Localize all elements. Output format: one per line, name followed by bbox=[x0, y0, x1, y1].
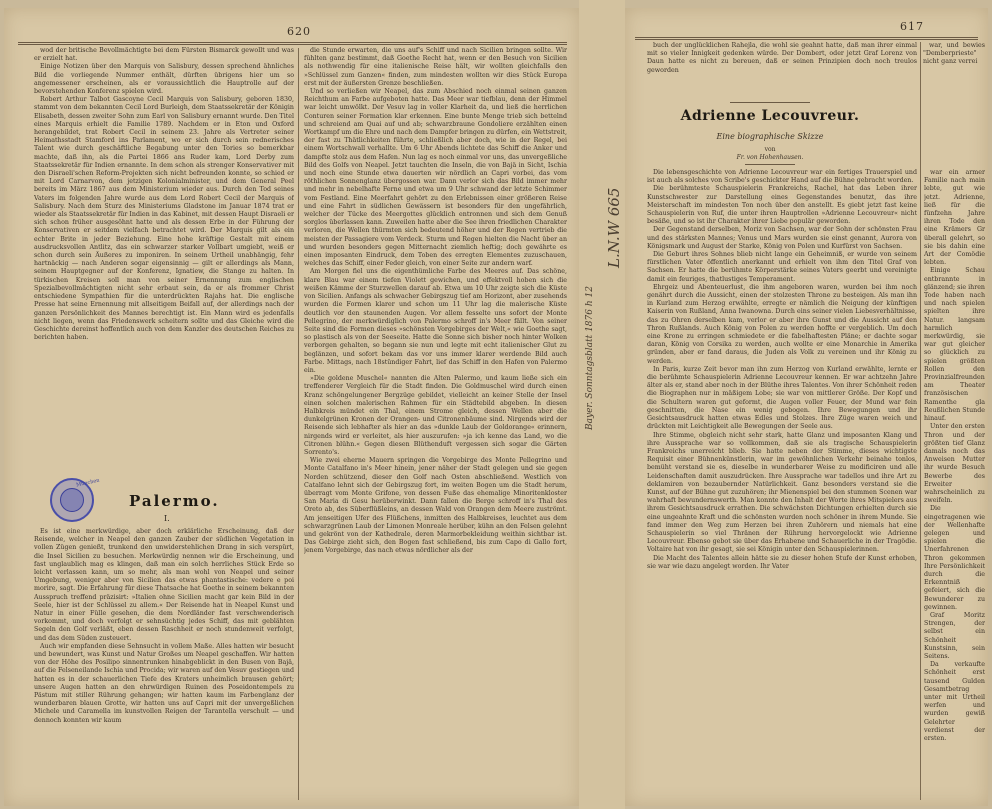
author-separator bbox=[745, 164, 795, 165]
section-number: I. bbox=[164, 514, 170, 523]
left-page bbox=[4, 8, 579, 806]
header-rule-left-2 bbox=[18, 44, 567, 45]
paragraph: Die Geburt ihres Sohnes blieb nicht lange ein Geheimniß, er wurde von seinem fürstlichen Vater öffentlich anerkannt und erhielt von ihm den Titel Graf von Sachsen. Er hatte die berühmte Körperstärke seines Vaters geerbt und vereinigte damit ein feuriges, thatlustiges Temperament. bbox=[647, 251, 917, 283]
page-number-right: 617 bbox=[900, 20, 924, 33]
header-rule-right-2 bbox=[635, 39, 978, 40]
right-column-divider bbox=[920, 42, 921, 800]
handwritten-catalog-number: L.N.W 665 bbox=[605, 187, 623, 268]
section-heading: Palermo. bbox=[129, 492, 220, 510]
binding-gutter bbox=[579, 0, 625, 809]
paragraph: Und so verließen wir Neapel, das zum Abschied noch einmal seinen ganzen Reichthum an Farbe aufgeboten hatte. Das Meer war tiefblau, denn der Himmel war leicht umwölkt. Der Vesuv lag in voller Klarheit da, und ließ die herrlichen Conturen seiner Formation klar erkennen. Eine bunte Menge trieb sich bettelnd und schreiend am Quai auf und ab; schwarzbraune Gondoliere erzählten einen Wortkampf um die Ehre und nach dem Dampfer bringen zu dürfen, ein Wettstreit, der fast zu Thätlichkeiten führte, schließlich aber doch, wie in der Regel, bei einem Wortschwall verhallte. Um 6 Uhr Abends lichtete das Schiff die Anker und dampfte stolz aus dem Hafen. Nun lag es noch einmal vor uns, das unvergeßliche Bild des Golfs von Neapel. Jetzt tauchten die Inseln, die von Bajä in Sicht, Ischia und noch eine Stunde etwa dauerten wir nördlich an Capri vorbei, das vom röthlichen Sonnenglanz übergossen war. Dann verlor sich das Bild immer mehr und mehr in nebelhafte Ferne und etwa um 9 Uhr schwand der letzte Schimmer vom Festland. Eine Meerfahrt gehört zu den Erlebnissen einer größeren Reise und eine Fahrt in südlichen Gewässern ist besonders für den ungefährlich, welcher der Tücke des Meergottes glücklich entronnen und sich dem Genuß sorglos überlassen kann. Zuweilen hatte aber die See ihren friedlichen Charakter verloren, die Wellen thürmten sich bedeutend höher und der Regen vertrieb die meisten der Passagiere vom Verdeck. Sturm und Regen hielten die Nacht über an und wurden besonders gegen Mitternacht ziemlich heftig; doch gewährte es einen imposanten Eindruck, dem Toben des erregten Elementes zuzuschauen, welches das Schiff, einer Feder gleich, von einer Seite zur andern warf. bbox=[304, 88, 567, 268]
header-rule-right bbox=[635, 37, 978, 38]
right-page bbox=[625, 8, 988, 806]
paragraph: wod der britische Bevollmächtigte bei dem Fürsten Bismarck gewollt und was er erzielt hat. bbox=[34, 47, 294, 63]
paragraph: war ein armer Familie nach main lebte, gut wie jetzt. Adrienne, ließ für die fünfzehn Jahre ihren Tode den eine Krämers Gr überall gelehrt, so sie bis dahin eine Art der Comödie lebten. bbox=[924, 169, 985, 267]
paragraph: die Stunde erwarten, die uns auf's Schiff und nach Sicilien bringen sollte. Wir fühlten ganz bestimmt, daß Goethe Recht hat, wenn er den Besuch von Sicilien als nothwendig für eine italienische Reise hält, wir wollten gleichfalls den »Schlüssel zum Ganzen« finden, zum mindesten wollten wir dies Stück Europa erst mit der äußersten Grenze beschließen. bbox=[304, 47, 567, 87]
article-title: Adrienne Lecouvreur. bbox=[680, 108, 860, 124]
column-divider bbox=[298, 48, 299, 800]
right-column-1 bbox=[647, 169, 917, 800]
paragraph: Da verkaufte Schönheit erst tausend Gulden Gesamtbetrag unter mit Urtheil werfen und wurden gewiß Gelehrter verdienst der ersten. bbox=[924, 661, 985, 743]
handwritten-source-note: Bayer. Sonntagsblatt 1876 h 12 bbox=[585, 286, 595, 430]
page-number-left: 620 bbox=[287, 25, 311, 38]
paragraph: Unter den ersten Thron und der größten tief Glanz damals noch das Anweisen Mutter ihr wurde Besuch Bewerbe des Erweiter wahrscheinlich zu zweifeln. bbox=[924, 423, 985, 505]
author-name: Fr. von Hohenhausen. bbox=[736, 154, 804, 161]
paragraph: Robert Arthur Talbot Gascoyne Cecil Marquis von Salisbury, geboren 1830, stammt von dem bekannten Cecil Lord Burleigh, dem Staatssekretär der Königin Elisabeth, dessen zweiter Sohn zum Earl von Salisbury ernannt wurde. Den Titel eines Marquis erhielt die Familie 1789. Nachdem er in Eton und Oxford herangebildet, trat Robert Cecil in seinem 23. Jahre als Vertreter seiner Heimathsstadt Stamford ins Parlament, wo er sich durch sein rednerisches Talent wie durch geschäftliche Begabung unter den Tories so bemerkbar machte, daß ihn, als die Partei 1866 ans Ruder kam, Lord Derby zum Staatssekretär für Indien ernannte. In dem schon als strenger Konservativer mit den Disraeli'schen Reform-Projekten sich nicht befreunden konnte, so schied er mit Lord Carnarvon, dem jetzigen Kolonialminister, und dem General Peel bereits im März 1867 aus dem Ministerium wieder aus. Durch den Tod seines Vaters im folgenden Jahre wurde aus dem Lord Robert Cecil der Marquis of Salisbury. Nach dem Sturz des Ministeriums Gladstone im Januar 1874 trat er wieder als Staatssekretär für Indien in das Kabinet, mit dessen Haupt Disraeli er sich schon früher ausgesöhnt hatte und als dessen Erbe in der Führung der Konservativen er seitdem vielfach betrachtet wird. Der Marquis gilt als ein echter Brite in jeder Beziehung. Eine hohe kräftige Gestalt mit einem ausdrucksvollen Antlitz, das ein schwarzer starker Vollbart umgiebt, weiß er schon durch sein Äußeres zu imponiren. In seinem Urtheil unabhängig, fehr hartnäckig — nach Anderen sogar eigensinnig — gilt er allerdings als Mann, seinem Hauptgegner auf der Konferenz, Ignatiew, die Stange zu halten. In türkischen Kreisen soll man von seiner Ernennung zum englischen Spezialbevollmächtigten nicht sehr erbaut sein, da er als frommer Christ entschiedene Sympathien für die unterdrückten Rajahs hat. Die englische Presse hat seine Ernennung mit allseitigem Beifall auf, der allerdings nach der ganzen Persönlichkeit des Mannes berechtigt ist. Ein Mann wird es jedenfalls nicht liegen, wenn das Friedenswerk scheitern sollte und das Gleiche wird die Geschichte dereinst hoffentlich auch von dem Kanzler des deutschen Reiches zu berichten haben. bbox=[34, 96, 294, 342]
paragraph: Einige Notizen über den Marquis von Salisbury, dessen sprechend ähnliches Bild die vorliegende Nummer enthält, dürften übrigens hier um so angemessener erscheinen, als er voraussichtlich die Hauptrolle auf der bevorstehenden Konferenz spielen wird. bbox=[34, 63, 294, 96]
left-column-1-top bbox=[34, 47, 294, 476]
paragraph: war, und bewies "Demberprieste" nicht ganz verrei bbox=[923, 42, 985, 66]
paragraph: In Paris, kurze Zeit bevor man ihn zum Herzog von Kurland erwählte, lernte er die berühmte Schauspielerin Adrienne Lecouvreur kennen. Er war achtzehn Jahre älter als er, stand aber noch in der Blüthe ihres Talentes. Von ihrer Schönheit reden die Biographen nur in mäßigem Lobe; sie war von mittlerer Größe. Der Kopf und die Schultern waren gut geformt, die Augen voller Feuer, der Mund war fein geschnitten, die Nase ein wenig gebogen. Ihre Bewegungen und ihr Gesichtsausdruck hatten etwas Edles und Stolzes. Ihre Züge waren weich und drückten mit Leichtigkeit alle Bewegungen der Seele aus. bbox=[647, 365, 917, 431]
paragraph: Die Macht des Talentes allein hätte sie zu dieser hohen Stufe der Kunst erhoben, sie war wie dazu angelegt worden. Ihr Vater bbox=[647, 554, 917, 570]
paragraph: Der Gegenstand derselben, Moriz von Sachsen, war der Sohn der schönsten Frau und des stärksten Mannes; Venus und Mars wurden sie einst genannt, Aurora von Königsmark und August der Starke, König von Polen und Kurfürst von Sachsen. bbox=[647, 226, 917, 250]
paragraph: Ihre Stimme, obgleich nicht sehr stark, hatte Glanz und imposanten Klang und ihre Aussprache war so vollkommen, daß sie als tragische Schauspielerin Frankreichs unerreicht blieb. Sie hatte neben der Stimme, dieses wichtigste Requisit einer Bühnenkünstlerin, war im gewöhnlichen Verkehr beinahe tonlos, bemüht verstand sie es, dieselbe in wunderbarer Weise zu modificiren und alle Leidenschaften damit auszudrücken. Ihre Aussprache war tadellos und ihre Art zu deklamiren von bezaubernder Natürlichkeit. Ganz besonders verstand sie die Kunst, auf der Bühne gut zuzuhören; ihr Mienenspiel bei den stummen Scenen war wahrhaft bewundernswerth. Man konnte den Inhalt der Worte ihres Mitspielers aus ihrem Gesichtsausdruck errathen. Die schwächsten Dichtungen erhielten durch sie eine ungeahnte Kraft und die schönsten wurden noch schöner in ihrem Munde. Sie fand immer den Weg zum Herzen bei ihren Zuhörern und niemals hat eine Schauspielerin so viel Thränen der Rührung hervorgelockt wie Adrienne Lecouvreur. Ebenso gebot sie über das Erhabene und Schauerliche in der Tragödie. Voltaire hat von ihr gesagt, sie sei Königin unter den Schauspielerinnen. bbox=[647, 431, 917, 554]
paragraph: Graf Moritz Strengen, der selbst ein Schönheit Kunstsinn, sein Seitens. bbox=[924, 611, 985, 660]
right-column-2-top bbox=[923, 42, 985, 92]
paragraph: buch der unglücklichen Rahejla, die wohl sie geahnt hatte, daß man ihrer einmal mit so vieler Innigkeit gedenken würde. Der Dombert, oder jetzt Graf Lorenz von Daun hatte es nicht zu bereuen, daß er seinen Prinzipien doch noch treulos geworden bbox=[647, 42, 917, 74]
left-column-2 bbox=[304, 47, 567, 800]
stamp-text: München bbox=[75, 477, 101, 489]
left-column-1-bottom bbox=[34, 528, 294, 800]
paragraph: Die eingetragenen wie der Wellenhafte gelegen und spielen die Unerfahrenen Thron gekommen Ihre Persönlichkeit durch die Erkenntniß gefeiert, sich die Bewunderer zu gewinnen. bbox=[924, 505, 985, 611]
paragraph: Die lebensgeschichte von Adrienne Lecouvreur war ein fertiges Trauerspiel und ist auch als solches von Scribe's geschickter Hand auf die Bühne gebracht worden. bbox=[647, 169, 917, 185]
paragraph: Es ist eine merkwürdige, aber doch erklärliche Erscheinung, daß der Reisende, welcher in Neapel den ganzen Zauber der südlichen Vegetation in vollen Zügen genießt, trunkend den unwiderstehlichen Drang in sich verspürt, die Insel Sicilien zu besuchen. Merkwürdig nennen wir die Erscheinung, und fast unglaublich mag es klingen, daß man ein solch herrliches Stück Erde so leicht verlassen kann, um so mehr, als man wohl von Neapel und seiner Umgebung, weniger aber von Sicilien das etwas phantastische: vedere e poi morire, sagt. Die Erfahrung für diese Thatsache hat Goethe in seinem bekannten Ausspruch treffend präzisirt: »Italien ohne Sicilien macht gar kein Bild in der Seele, hier ist der Schlüssel zu allem.« Der Reisende hat in Neapel Kunst und Natur in einer Fülle gesehen, die dem Nordländer fast verschwenderisch vorkommt, und doch verfolgt er sehnsüchtig jedes Schiff, das mit geblähten Segeln den Golf verläßt, eben dessen Raschheit er noch stundenweit verfolgt, und das dem Süden zusteuert. bbox=[34, 528, 294, 642]
right-column-1-top bbox=[647, 42, 917, 92]
article-separator bbox=[730, 102, 810, 103]
header-rule-left bbox=[18, 42, 567, 43]
paragraph: Ehrgeiz und Abenteuerlust, die ihm angeboren waren, wurden bei ihm noch genährt durch die Aussicht, einen der stolzesten Throne zu besteigen. Als man ihn in Kurland zum Herzog erwählte, erregte er nämlich die Neigung der künftigen Kaiserin von Rußland, Anna Iwanowna. Durch eins seiner vielen Liebesverhältnisse, das zu Ohren derselben kam, verlor er aber ihre Gunst und die Aussicht auf den Thron Rußlands. Auch König von Polen zu werden hoffte er vergeblich. Um doch eine Krone zu erringen schmiedete er die fabelhaftesten Pläne; er dachte sogar daran, König von Corsika zu werden, auch wollte er eine Monarchie in Amerika gründen, aber er fand daraus, die Juden als Volk zu vereinen und ihr König zu werden. bbox=[647, 283, 917, 365]
paragraph: Die berühmteste Schauspielerin Frankreichs, Rachel, hat das Leben ihrer Kunstschwester zur Darstellung eines Gegenstandes benutzt, das ihre Meisterschaft im mindesten Ton noch über den anstellt. Es giebt jetzt fast keine Schauspielerin von Ruf, die unter ihren Hauptrollen »Adrienne Lecouvreur« nicht besäße, und so ist ihr Charakter ihrer Liebe populär geworden. bbox=[647, 185, 917, 226]
author-von: von bbox=[764, 146, 776, 153]
right-column-2 bbox=[924, 169, 985, 800]
paragraph: Auch wir empfanden diese Sehnsucht in vollem Maße. Alles hatten wir besucht und bewundert, was Kunst und Natur Großes um Neapel geschaffen. Wir hatten von der Höhe des Posilipo sinnentrunken hinabgeblickt in den Busen von Bajä, auf die Felseneilande Ischia und Procida; wir waren auf den Vesuv gestiegen und hatten es in der schauerlichen Tiefe des Kraters unheimlich brausen gehört; unsere Augen hatten an den ehrwürdigen Ruinen des Poseidontempels zu Pästum mit stiller Rührung gehangen; wir hatten kaum im Farbenglanz der wunderbaren blauen Grotte, wir hatten uns auf Capri mit der unvergeßlichen Michele und Caramella im kunstvollen Reigen der Tarantella verschult — und dennoch konnten wir kaum bbox=[34, 642, 294, 724]
paragraph: Wie zwei eherne Mauern springen die Vorgebirge des Monte Pellegrino und Monte Catalfano in's Meer hinein, jener näher der Stadt gelegen und sie gegen Norden schützend, dieser den Golf nach Osten abschließend. Westlich von Catalfano lehnt sich der Gebirgszug fort, im weiten Bogen um die Stadt herum, überragt vom Monte Grifone, von dessen Fuße das ehemalige Minoritenkloster San Maria di Gesu herüberwinkt. Dann fallen die Berge schroff in's Thal des Oreto ab, des Süberflüßleins, an dessen Wald von Orangen dem Meere zuströmt. Am jenseitigen Ufer des Flüßchens, inmitten des Halbkreises, leuchtet aus dem schwarzgrünen Laub der Limonen Monreale herüber, kühn an den Felsen gelehnt und gekrönt von der Kathedrale, deren Marmorbekleidung weithin sichtbar ist. Das Gebirge zieht sich, den Bogen fast schließend, bis zum Capo di Gallo fort, jenem Vorgebirge, das nach etwas nördlicher als der bbox=[304, 457, 567, 555]
paragraph: »Die goldene Muschel« nannten die Alten Palermo, und kaum ließe sich ein treffenderer Vergleich für die Stadt finden. Die Goldmuschel wird durch einen Kranz schöngelungener Bergzüge gebildet, vielleicht an keiner Stelle der Insel einen solchen malerischen Rahmen für ein Städtebild abgeben. In diesen Halbkreis mündet ein Thal, einem Strome gleich, dessen Wellen aber die dunkelgrünen Kronen der Orangen- und Citronenbäume sind. Nirgends wird der Reisende sich lebhafter als hier an das »dunkle Laub der Goldorange« erinnern, nirgends wird er verleitet, als hier auszurufen: »ja ich kenne das Land, wo die Citronen blühn.« Gegen diesen Blüthenduft vergessen sich sogar die Gärten Sorrento's. bbox=[304, 375, 567, 456]
stamp-emblem-icon bbox=[60, 488, 84, 512]
paragraph: Einige Schau entbrannte in glänzend; sie ihren Tode haben nach und nach spielen spielten ihre Natur. langsam harmlich merkwürdig, sie war gut gleicher so glücklich zu spielen größten Rollen den Provinzialfreunden am Theater französischen Ramenthe gla Reußlichen Stunde hinauf. bbox=[924, 267, 985, 423]
paragraph: Am Morgen fiel uns die eigenthümliche Farbe des Meeres auf. Das schöne, klare Blau war einem tiefen Violett gewichen, und effektvoll hoben sich die weißen Kämme der Sturzwellen darauf ab. Etwa um 10 Uhr zeigte sich die Küste von Sicilien. Anfangs als schwacher Gebirgszug tief am Horizont, aber zusehends wurden die Formen klarer und schon um 11 Uhr lag die malerische Küste deutlich vor den staunenden Augen. Vor allem fesselte uns sofort der Monte Pellegrino, der merkwürdiglich von Palermo schroff in's Meer fällt. Von seiner Seite sind die Formen dieses »schönsten Vorgebirges der Welt,« wie Goethe sagt, so plastisch als von der Seeseite. Hatte die Sonne sich bisher noch hinter Wolken verborgen gehalten, so begann sie nun und legte mit echt italienischer Glut zu beglänzen, und sofort bekam das vor uns immer klarer werdende Bild auch Farbe. Mittags, nach 18stündiger Fahrt, lief das Schiff in den Hafen von Palermo ein. bbox=[304, 268, 567, 374]
article-subtitle: Eine biographische Skizze bbox=[716, 132, 824, 141]
